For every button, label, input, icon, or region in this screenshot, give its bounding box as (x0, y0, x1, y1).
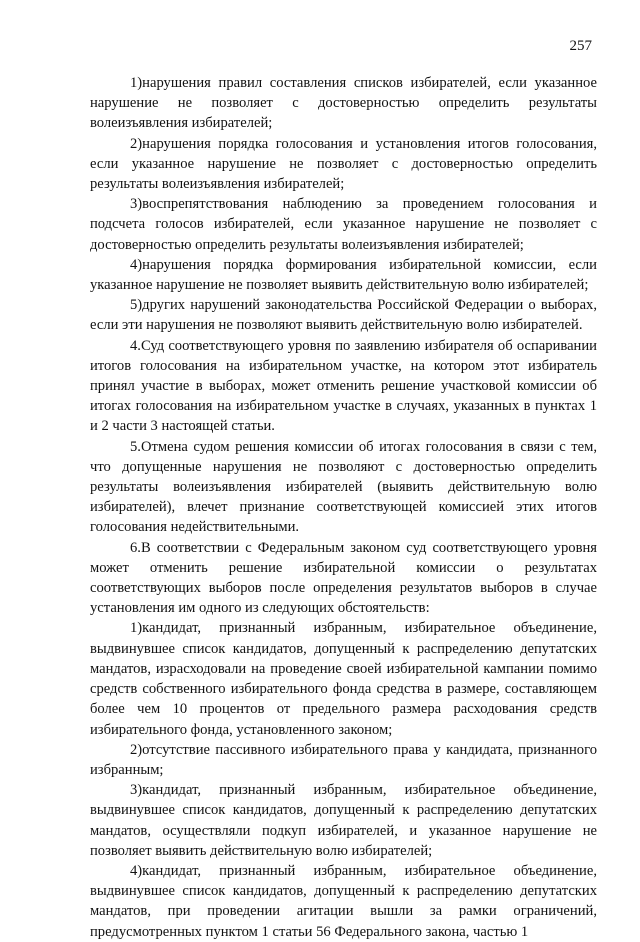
paragraph: 1)кандидат, признанный избранным, избирательное объединение, выдвинувшее список кандидатов, допущенный к распределению депутатских мандатов, израсходовали на проведение своей избирательной кампании помимо средств собственного избирательного фонда средства в размере, составляющем более чем 10 процентов от предельного размера расходования средств избирательного фонда, установленного законом; (90, 620, 597, 738)
paragraph: 6.В соответствии с Федеральным законом суд соответствующего уровня может отменить решение избирательной комиссии о результатах соответствующих выборов после определения результатов выборов в случае установления им одного из следующих обстоятельств: (90, 539, 597, 617)
paragraph: 5.Отмена судом решения комиссии об итогах голосования в связи с тем, что допущенные нарушения не позволяют с достоверностью определить результаты волеизъявления избирателей (выявить действительную волю избирателей), влечет признание соответствующей комиссией этих итогов голосования недействительными. (90, 438, 597, 536)
body-text (90, 73, 597, 942)
paragraph: 2)отсутствие пассивного избирательного права у кандидата, признанного избранным; (90, 741, 597, 778)
paragraph: 4)кандидат, признанный избранным, избирательное объединение, выдвинувшее список кандидатов, допущенный к распределению депутатских мандатов, при проведении агитации вышли за рамки ограничений, предусмотренных пунктом 1 статьи 56 Федерального закона, частью 1 (90, 862, 597, 940)
paragraph: 4.Суд соответствующего уровня по заявлению избирателя об оспаривании итогов голосования на избирательном участке, на котором этот избиратель принял участие в выборах, может отменить решение участковой комиссии об итогах голосования на избирательном участке в случаях, указанных в пунктах 1 и 2 части 3 настоящей статьи. (90, 337, 597, 435)
paragraph: 4)нарушения порядка формирования избирательной комиссии, если указанное нарушение не позволяет выявить действительную волю избирателей; (90, 256, 597, 294)
paragraph: 2)нарушения порядка голосования и установления итогов голосования, если указанное нарушение не позволяет с достоверностью определить результаты волеизъявления избирателей; (90, 135, 597, 193)
paragraph: 1)нарушения правил составления списков избирателей, если указанное нарушение не позволяет с достоверностью определить результаты волеизъявления избирателей; (90, 75, 597, 132)
paragraph: 3)воспрепятствования наблюдению за проведением голосования и подсчета голосов избирателей, если указанное нарушение не позволяет с достоверностью определить результаты волеизъявления избирателей; (90, 196, 597, 253)
paragraph: 5)других нарушений законодательства Российской Федерации о выборах, если эти нарушения не позволяют выявить действительную волю избирателей. (90, 297, 597, 334)
paragraph: 3)кандидат, признанный избранным, избирательное объединение, выдвинувшее список кандидатов, допущенный к распределению депутатских мандатов, осуществляли подкуп избирателей, и указанное нарушение не позволяет выявить действительную волю избирателей; (90, 782, 597, 859)
page-number: 257 (569, 38, 592, 54)
